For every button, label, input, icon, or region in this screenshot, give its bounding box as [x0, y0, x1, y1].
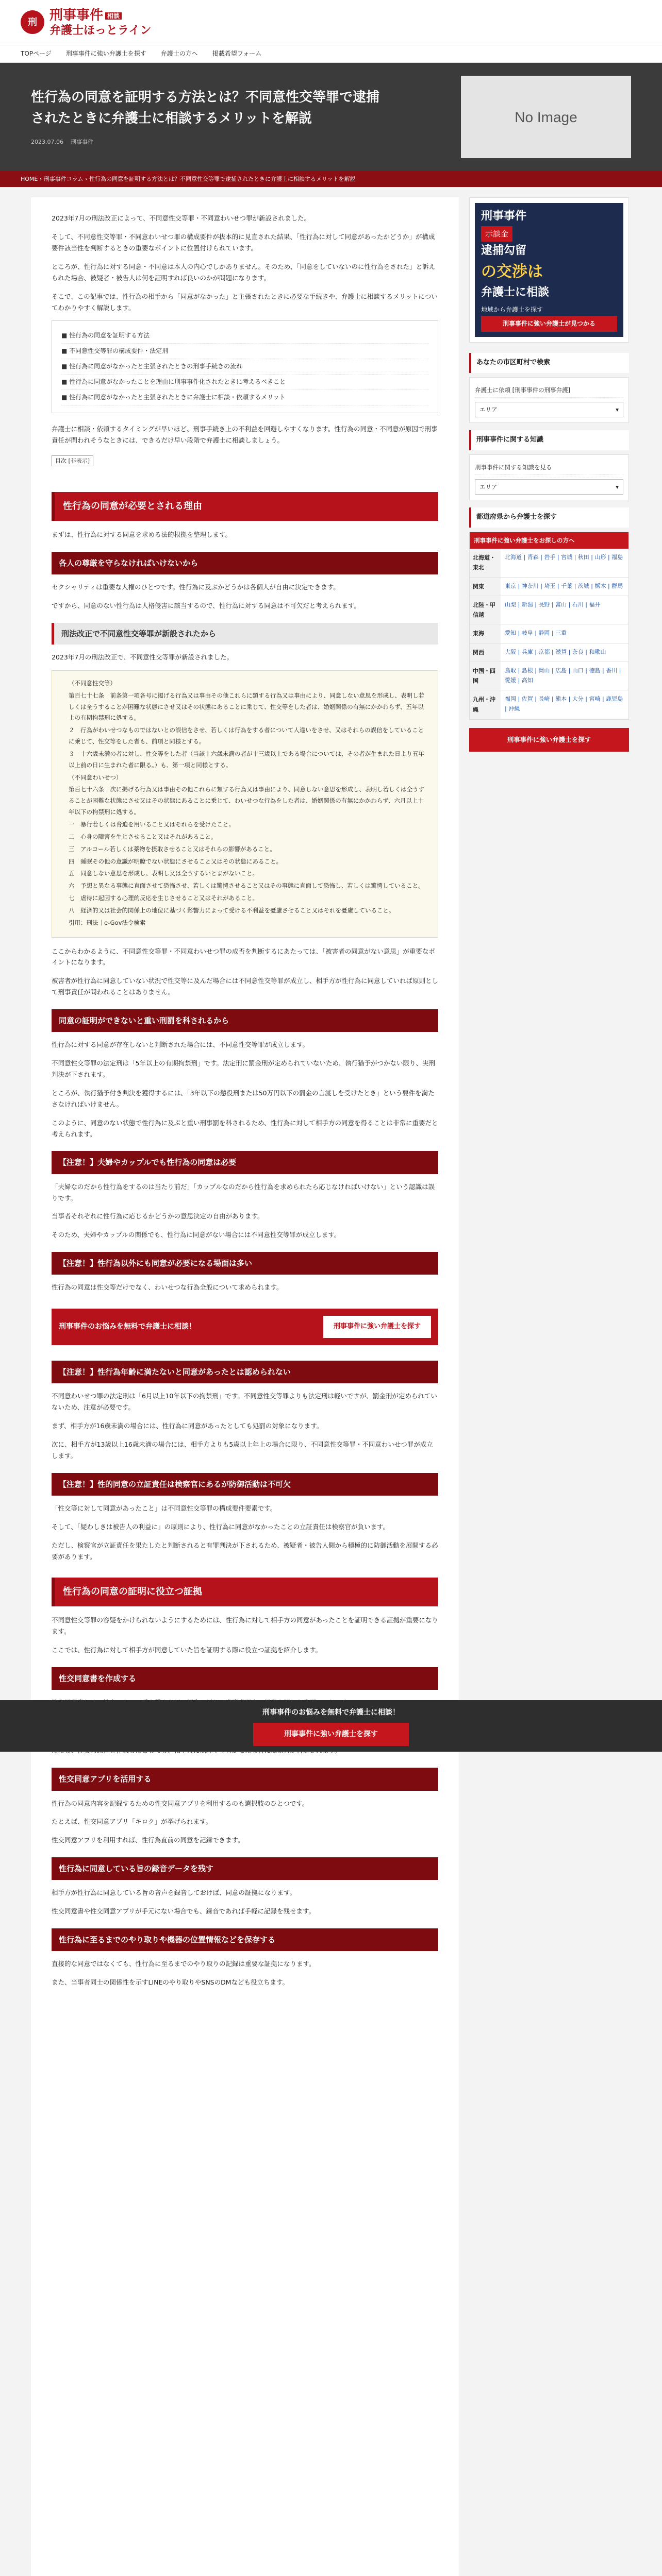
region-label: 関東 — [470, 578, 501, 596]
paragraph: ただし、検察官が立証責任を果たしたと判断されると有罪判決が下されるため、被疑者・被告人側から積極的に防御活動を展開する必要があります。 — [52, 1541, 438, 1561]
paragraph: ところが、執行猶予付き判決を獲得するには、「3年以下の懲役刑または50万円以下の罰金の言渡しを受けたとき」という要件を満たさなければいけません。 — [52, 1089, 435, 1108]
law-line: 第百七十六条 次に掲げる行為又は事由その他これらに類する行為又は事由により、同意しない意思を形成し、表明し若しくは全うすることが困難な状態にさせ又はその状態にあることに乗じて、わいせつな行為をした者は、婚姻関係の有無にかかわらず、六月以上十年以下の拘禁刑に処する。 — [69, 786, 424, 816]
global-nav — [0, 45, 662, 63]
intro-p3: ところが、性行為に対する同意・不同意は本人の内心でしかありません。そのため、「同意をしていないのに性行為をされた」と訴えられた場合、被疑者・被告人は何を証明すれば良いのかが問題になります。 — [52, 262, 436, 282]
sticky-cta-bar — [0, 1700, 662, 1752]
region-label: 東海 — [470, 624, 501, 642]
paragraph: 「性交等に対して同意があったこと」は不同意性交等罪の構成要件要素です。 — [52, 1504, 277, 1512]
banner-line1: 刑事事件 — [481, 210, 527, 223]
paragraph: そして、「疑わしきは被告人の利益に」の原則により、性行為に同意がなかったことの立証責任は検察官が負います。 — [52, 1522, 390, 1531]
paragraph: 性行為の同意内容を記録するための性交同意アプリを利用するのも選択肢のひとつです。 — [52, 1799, 309, 1807]
page-title: 性行為の同意を証明する方法とは？不同意性交等罪で逮捕されたときに弁護士に相談するメリットを解説 — [31, 89, 380, 127]
intro-p1: 2023年7月の刑法改正によって、不同意性交等罪・不同意わいせつ罪が新設されました。 — [52, 214, 311, 223]
paragraph: 性行為に対する同意が存在しないと判断された場合には、不同意性交等罪が成立します。 — [52, 1041, 309, 1049]
prefecture-links[interactable]: 愛知 | 岐阜 | 静岡 | 三重 — [505, 630, 567, 637]
paragraph: ここでは、性行為に対して相手方が同意していた旨を証明する際に役立つ証拠を紹介します。 — [52, 1646, 322, 1654]
paragraph: このように、同意のない状態で性行為に及ぶと重い刑事罰を科されるため、性行為に対して相手方の同意を得ることは非常に重要だと考えられます。 — [52, 1118, 438, 1138]
logo-mark-icon: 刑 — [21, 10, 44, 34]
banner-line2: 示談金 — [481, 226, 512, 242]
law-line: ３ 十六歳未満の者に対し、性交等をした者（当該十六歳未満の者が十三歳以上である場合については、その者が生まれた日より五年以上前の日に生まれた者に限る。）も、第一項と同様とする。 — [69, 750, 424, 769]
law-line: 八 経済的又は社会的関係上の地位に基づく影響力によって受ける不利益を憂慮させること又はそれを憂慮していること。 — [69, 906, 395, 914]
prefecture-row — [470, 643, 628, 662]
subsection-heading: 性交同意書を作成する — [52, 1667, 438, 1690]
subsection-heading: 刑法改正で不同意性交等罪が新設されたから — [52, 623, 438, 645]
sidebar-heading: 都道府県から弁護士を探す — [469, 507, 629, 528]
search-box — [469, 377, 629, 423]
toc-item[interactable]: ■ 性行為に同意がなかったことを理由に刑事事件化されたときに考えるべきこと — [61, 375, 428, 390]
toc-item[interactable]: ■ 性行為に同意がなかったと主張されたときの刑事手続きの流れ — [61, 359, 428, 375]
site-header — [0, 0, 662, 45]
paragraph: 不同意わいせつ罪の法定刑は「6月以上10年以下の拘禁刑」です。不同意性交等罪よりも法定刑は軽いですが、罰金刑が定められていないため、注意が必要です。 — [52, 1392, 437, 1412]
paragraph: 不同意性交等罪の法定刑は「5年以上の有期拘禁刑」です。法定刑に罰金刑が定められていないため、執行猶予がつかない限り、実刑判決が下されます。 — [52, 1059, 435, 1079]
sidebar-heading: あなたの市区町村で検索 — [469, 353, 629, 373]
sticky-cta-label: 刑事事件のお悩みを無料で弁護士に相談！ — [262, 1708, 400, 1717]
toc-item[interactable]: ■ 性行為に同意がなかったと主張されたときに弁護士に相談・依頼するメリット — [61, 390, 428, 405]
breadcrumb[interactable]: HOME › 刑事事件コラム › 性行為の同意を証明する方法とは？不同意性交等罪で逮捕されたときに弁護士に相談するメリットを解説 — [0, 171, 662, 187]
article-body — [31, 197, 459, 2576]
law-line: ２ 行為がわいせつなものではないとの誤信をさせ、若しくは行為をする者について人違いをさせ、又はそれらの誤信をしていることに乗じて、性交等をした者も、前項と同様とする。 — [69, 726, 424, 745]
hero-image-placeholder: No Image — [461, 76, 631, 158]
law-line: 三 アルコール若しくは薬物を摂取させること又はそれらの影響があること。 — [69, 845, 276, 853]
logo-bottom-text: 弁護士ほっとライン — [49, 23, 152, 37]
region-label: 関西 — [470, 643, 501, 662]
law-line: 四 睡眠その他の意識が明瞭でない状態にさせること又はその状態にあること。 — [69, 857, 282, 865]
region-label: 北海道・東北 — [470, 549, 501, 577]
logo-badge: 相談 — [105, 12, 122, 20]
paragraph: 相手方が性行為に同意している旨の音声を録音しておけば、同意の証拠になります。 — [52, 1889, 296, 1897]
paragraph: まず、相手方が16歳未満の場合には、性行為に同意があったとしても処罰の対象になります。 — [52, 1422, 323, 1430]
area-select[interactable] — [475, 402, 623, 417]
knowledge-row[interactable]: 刑事事件に関する知識を見る — [475, 460, 623, 475]
prefecture-list-heading: 刑事事件に強い弁護士をお探しの方へ — [470, 532, 628, 549]
law-line: 七 虐待に起因する心理的反応を生じさせること又はそれがあること。 — [69, 894, 258, 902]
paragraph: 「夫婦なのだから性行為をするのは当たり前だ」「カップルなのだから性行為を求められたら応じなければいけない」という認識は誤りです。 — [52, 1182, 435, 1202]
prefecture-row — [470, 596, 628, 625]
intro-p4: そこで、この記事では、性行為の相手から「同意がなかった」と主張されたときに必要な手続きや、弁護士に相談するメリットについてわかりやすく解説します。 — [52, 292, 438, 312]
paragraph: 性交同意アプリを利用すれば、性行為直前の同意を記録できます。 — [52, 1836, 244, 1844]
subsection-heading: 性交同意アプリを活用する — [52, 1768, 438, 1790]
intro-p2: そして、不同意性交等罪・不同意わいせつ罪の構成要件が抜本的に見直された結果、「性行為に対して同意があったかどうか」が構成要件該当性を判断するときの重要なポイントに位置付けられています。 — [52, 233, 435, 252]
nav-listing-form[interactable]: 掲載希望フォーム — [212, 50, 262, 57]
prefecture-row — [470, 624, 628, 643]
paragraph: 性交同意書や性交同意アプリが手元にない場合でも、録音であれば手軽に記録を残せます。 — [52, 1907, 316, 1916]
prefecture-row — [470, 662, 628, 691]
prefecture-links[interactable]: 鳥取 | 島根 | 岡山 | 広島 | 山口 | 徳島 | 香川 | 愛媛 | 高知 — [505, 667, 621, 684]
sticky-cta-button[interactable]: 刑事事件に強い弁護士を探す — [253, 1723, 409, 1746]
subsection-heading: 【注意！】性行為年齢に満たないと同意があったとは認められない — [52, 1361, 438, 1383]
paragraph: また、当事者同士の関係性を示すLINEのやり取りやSNSのDMなども役立ちます。 — [52, 1978, 289, 1987]
paragraph: そのため、夫婦やカップルの関係でも、性行為に同意がない場合には不同意性交等罪が成立します。 — [52, 1231, 341, 1239]
logo-top-text: 刑事事件 — [49, 7, 104, 23]
table-of-contents — [52, 320, 438, 413]
inline-cta-label: 刑事事件のお悩みを無料で弁護士に相談！ — [59, 1323, 196, 1331]
section-intro: まずは、性行為に対する同意を求める法的根拠を整理します。 — [52, 530, 232, 538]
prefecture-row — [470, 578, 628, 596]
category-link[interactable]: 刑事事件 — [70, 138, 93, 145]
region-label: 中国・四国 — [470, 662, 501, 690]
banner-foot: 刑事事件に強い弁護士が見つかる — [481, 316, 617, 332]
paragraph: 不同意性交等罪の容疑をかけられないようにするためには、性行為に対して相手方の同意があったことを証明できる証拠が重要になります。 — [52, 1616, 438, 1635]
after-toc-text: 弁護士に相談・依頼するタイミングが早いほど、刑事手続き上の不利益を回避しやすくなります。性行為の同意・不同意が原因で刑事責任が問われそうなときには、できるだけ早い段階で弁護士に相談しましょう。 — [52, 425, 438, 445]
paragraph: 被害者が性行為に同意していない状況で性交等に及んだ場合には不同意性交等罪が成立し、相手方が性行為に同意していれば原則として刑事責任が問われることはありません。 — [52, 977, 439, 996]
toc-toggle-button[interactable]: 目次 [非表示] — [52, 455, 93, 466]
subsection-heading: 【注意！】夫婦やカップルでも性行為の同意は必要 — [52, 1151, 438, 1174]
paragraph: セクシャリティは重要な人権のひとつです。性行為に及ぶかどうかは各個人が自由に決定できます。 — [52, 583, 340, 591]
banner-line4: 弁護士に相談 — [481, 286, 550, 299]
sidebar — [469, 197, 629, 2576]
inline-cta-button[interactable]: 刑事事件に強い弁護士を探す — [323, 1316, 431, 1338]
law-line: 五 同意しない意思を形成し、表明し又は全うするいとまがないこと。 — [69, 870, 258, 877]
banner-line3: 逮捕勾留 — [481, 244, 527, 258]
law-line: （不同意わいせつ） — [69, 773, 122, 781]
chevron-down-icon: ▾ — [616, 483, 619, 491]
paragraph: 直接的な同意ではなくても、性行為に至るまでのやり取りの記録は重要な証拠になります。 — [52, 1960, 316, 1968]
paragraph: たとえば、性交同意アプリ「キロク」が挙げられます。 — [52, 1818, 212, 1826]
area-select-value: エリア — [479, 483, 498, 491]
prefecture-list — [469, 532, 629, 720]
sidebar-banner[interactable] — [469, 197, 629, 343]
prefecture-links[interactable]: 東京 | 神奈川 | 埼玉 | 千葉 | 茨城 | 栃木 | 群馬 — [505, 582, 623, 589]
law-line: 二 心身の障害を生じさせること又はそれがあること。 — [69, 833, 217, 840]
law-line: 一 暴行若しくは脅迫を用いること又はそれらを受けたこと。 — [69, 821, 235, 828]
area-select-value: エリア — [479, 406, 498, 414]
subsection-heading: 【注意！】性的同意の立証責任は検察官にあるが防御活動は不可欠 — [52, 1473, 438, 1496]
law-source-link[interactable]: 引用：刑法｜e-Gov法令検索 — [69, 919, 146, 926]
publish-date: 2023.07.06 — [31, 138, 63, 145]
paragraph: 次に、相手方が13歳以上16歳未満の場合には、相手方よりも5歳以上年上の場合に限り、不同意性交等罪・不同意わいせつ罪が成立します。 — [52, 1440, 433, 1460]
prefecture-row — [470, 690, 628, 719]
prefecture-links[interactable]: 北海道 | 青森 | 岩手 | 宮城 | 秋田 | 山形 | 福島 — [505, 554, 623, 561]
paragraph: ここからわかるように、不同意性交等罪・不同意わいせつ罪の成否を判断するにあたっては、「被害者の同意がない意思」が重要なポイントになります。 — [52, 947, 435, 967]
subsection-heading: 【注意！】性行為以外にも同意が必要になる場面は多い — [52, 1252, 438, 1275]
nav-top[interactable]: TOPページ — [21, 50, 52, 57]
paragraph: 性行為の同意は性交等だけでなく、わいせつな行為全般について求められます。 — [52, 1283, 283, 1292]
subsection-heading: 性行為に至るまでのやり取りや機器の位置情報などを保存する — [52, 1928, 438, 1951]
paragraph: 当事者それぞれに性行為に応じるかどうかの意思決定の自由があります。 — [52, 1212, 264, 1221]
law-line: 第百七十七条 前条第一項各号に掲げる行為又は事由その他これらに類する行為又は事由により、同意しない意思を形成し、表明し若しくは全うすることが困難な状態にさせ又はその状態にあることに乗じて、性交等をした者は、婚姻関係の有無にかかわらず、五年以上の有期拘禁刑に処する。 — [69, 691, 424, 722]
region-label: 北陸・甲信越 — [470, 596, 501, 624]
sidebar-cta-button[interactable]: 刑事事件に強い弁護士を探す — [469, 728, 629, 752]
toc-item[interactable]: ■ 不同意性交等罪の構成要件・法定刑 — [61, 344, 428, 359]
section-heading: 性行為の同意の証明に役立つ証拠 — [52, 1578, 438, 1606]
article-hero — [0, 63, 662, 171]
prefecture-row — [470, 549, 628, 578]
prefecture-links[interactable]: 大阪 | 兵庫 | 京都 | 滋賀 | 奈良 | 和歌山 — [505, 648, 606, 655]
sidebar-heading: 刑事事件に関する知識 — [469, 430, 629, 450]
nav-find-lawyer[interactable]: 刑事事件に強い弁護士を探す — [65, 50, 146, 57]
search-row[interactable]: 弁護士に依頼 [刑事事件の刑事弁護] — [475, 383, 623, 398]
section-heading: 性行為の同意が必要とされる理由 — [52, 492, 438, 521]
subsection-heading: 性行為に同意している旨の録音データを残す — [52, 1857, 438, 1880]
toc-item[interactable]: ■ 性行為の同意を証明する方法 — [61, 328, 428, 344]
nav-for-lawyers[interactable]: 弁護士の方へ — [160, 50, 198, 57]
subsection-heading: 同意の証明ができないと重い刑罰を科されるから — [52, 1009, 438, 1032]
chevron-down-icon: ▾ — [616, 406, 619, 414]
law-line: 六 予想と異なる事態に直面させて恐怖させ、若しくは驚愕させること又はその事態に直面して恐怖し、若しくは驚愕していること。 — [69, 882, 424, 890]
law-title: （不同意性交等） — [69, 679, 116, 687]
banner-sub: 地域から弁護士を探す — [481, 306, 543, 313]
area-select-2[interactable] — [475, 479, 623, 495]
subsection-heading: 各人の尊厳を守らなければいけないから — [52, 552, 438, 574]
paragraph: ですから、同意のない性行為は人格侵害に該当するので、性行為に対する同意は不可欠だと考えられます。 — [52, 601, 360, 609]
site-logo[interactable] — [21, 8, 151, 38]
knowledge-box — [469, 454, 629, 500]
prefecture-links[interactable]: 山梨 | 新潟 | 長野 | 富山 | 石川 | 福井 — [505, 601, 601, 608]
prefecture-links[interactable]: 福岡 | 佐賀 | 長崎 | 熊本 | 大分 | 宮崎 | 鹿児島 | 沖縄 — [505, 696, 623, 713]
paragraph: 2023年7月の刑法改正で、不同意性交等罪が新設されました。 — [52, 653, 234, 661]
law-quote-box — [52, 670, 438, 938]
region-label: 九州・沖縄 — [470, 690, 501, 719]
inline-cta — [52, 1309, 438, 1345]
banner-big: の交渉は — [481, 262, 543, 281]
